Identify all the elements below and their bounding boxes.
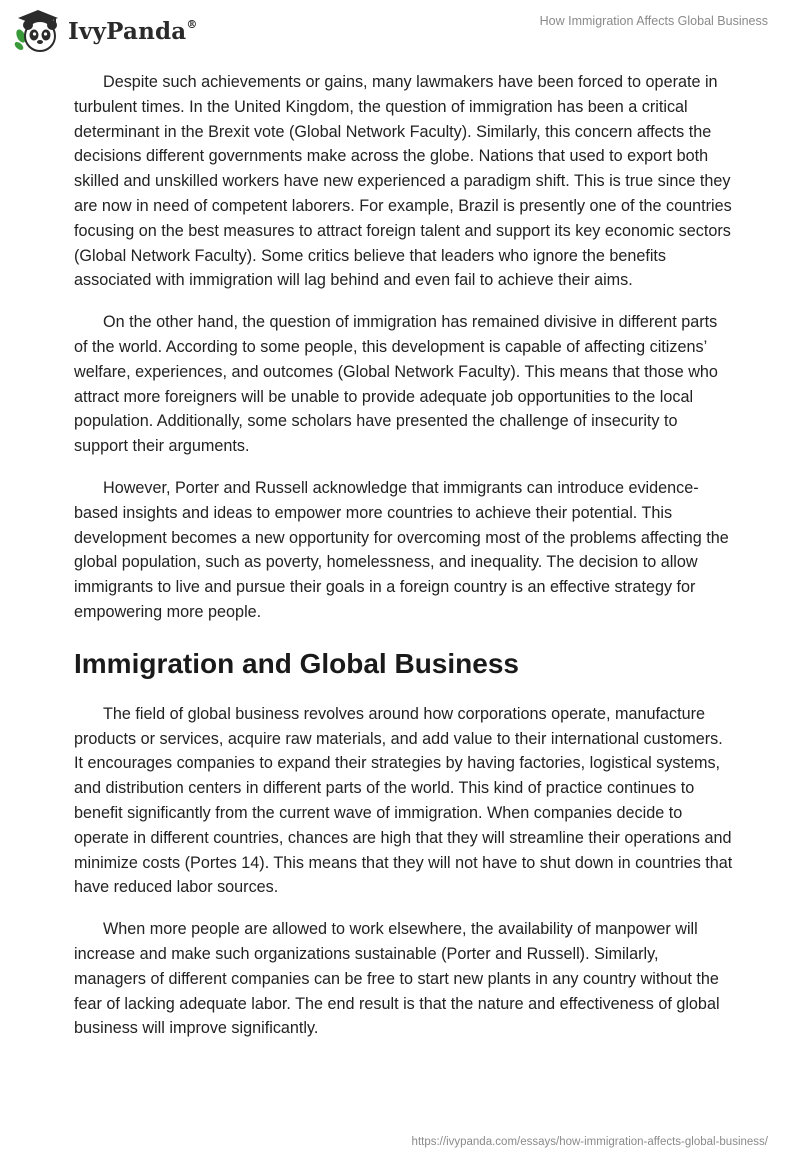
- ivypanda-logo[interactable]: [14, 8, 198, 54]
- paragraph: On the other hand, the question of immigration has remained divisive in different parts of the world. According to some people, this development is capable of affecting citizens’ welfare, experiences, and outcomes (Global Network Faculty). This means that those who attract more foreigners will be unable to provide adequate job opportunities to the local population. Additionally, some scholars have presented the challenge of insecurity to support their arguments.: [74, 313, 718, 456]
- page-title: How Immigration Affects Global Business: [539, 14, 768, 28]
- registered-mark: ®: [186, 17, 198, 31]
- panda-logo-icon: [14, 8, 62, 54]
- paragraph: Despite such achievements or gains, many lawmakers have been forced to operate in turbulent times. In the United Kingdom, the question of immigration has been a critical determinant in the Brexit vote (Global Network Faculty). Similarly, this concern affects the decisions different governments make across the globe. Nations that used to export both skilled and unskilled workers have new experienced a paradigm shift. This is true since they are now in need of competent laborers. For example, Brazil is presently one of the countries focusing on the best measures to attract foreign talent and support its key economic sectors (Global Network Faculty). Some critics believe that leaders who ignore the benefits associated with immigration will lag behind and even fail to achieve their aims.: [74, 73, 732, 290]
- paragraph: When more people are allowed to work elsewhere, the availability of manpower will increase and make such organizations sustainable (Porter and Russell). Similarly, managers of different companies can be free to start new plants in any country without the fear of lacking adequate labor. The end result is that the nature and effectiveness of global business will improve significantly.: [74, 920, 720, 1038]
- logo-wordmark: IvyPanda®: [68, 17, 198, 45]
- paragraph: However, Porter and Russell acknowledge that immigrants can introduce evidence-based insights and ideas to empower more countries to achieve their potential. This development becomes a new opportunity for overcoming most of the problems affecting the global population, such as poverty, homelessness, and inequality. The decision to allow immigrants to live and pursue their goals in a foreign country is an effective strategy for empowering more people.: [74, 478, 729, 621]
- page-header: [0, 0, 800, 62]
- essay-content: [74, 70, 734, 1058]
- source-url[interactable]: https://ivypanda.com/essays/how-immigration-affects-global-business/: [411, 1136, 768, 1148]
- section-heading: Immigration and Global Business: [74, 647, 519, 679]
- paragraph: The field of global business revolves around how corporations operate, manufacture products or services, acquire raw materials, and add value to their international customers. It encourages companies to expand their strategies by having factories, logistical systems, and distribution centers in different parts of the world. This kind of practice continues to benefit significantly from the current wave of immigration. When companies decide to operate in different countries, chances are high that they will streamline their operations and minimize costs (Portes 14). This means that they will not have to shut down in countries that have reduced labor sources.: [74, 704, 733, 897]
